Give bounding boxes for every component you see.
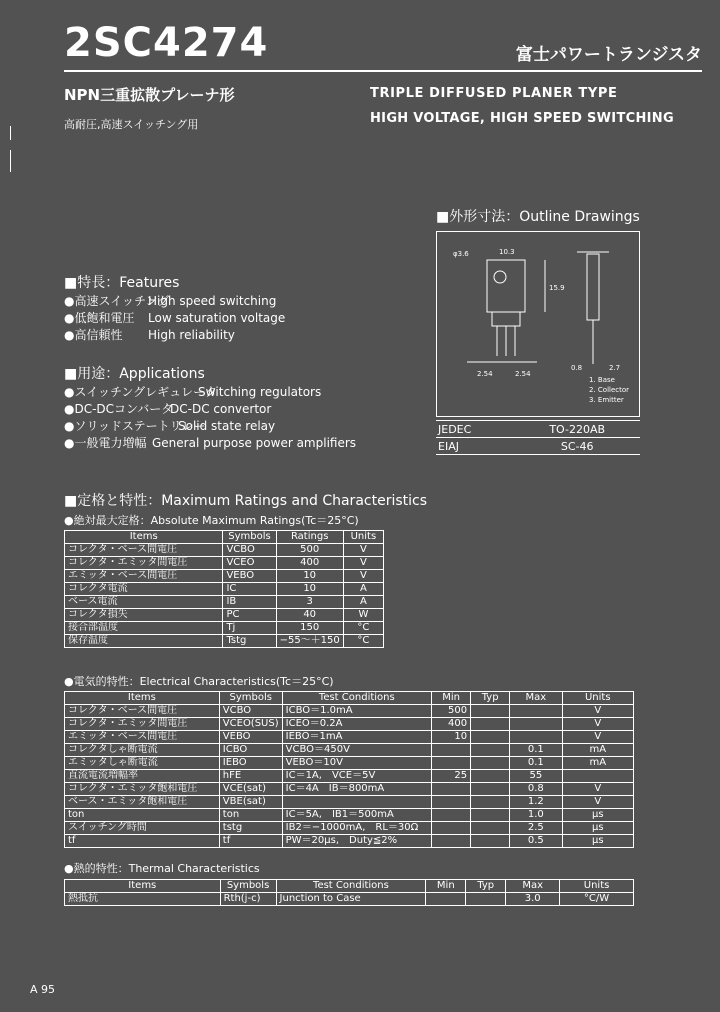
table-cell-max: [510, 705, 562, 718]
table-cell-cond: PW＝20μs, Duty≦2%: [282, 835, 431, 848]
table-cell-symbol: Tstg: [223, 635, 276, 648]
type-jp: NPN三重拡散プレーナ形: [64, 86, 235, 104]
package-table: [436, 420, 640, 455]
table-cell-symbol: ICBO: [219, 744, 282, 757]
thermal-title: ●熱的特性：Thermal Characteristics: [64, 862, 260, 875]
table-cell-symbol: IB: [223, 596, 276, 609]
dim-label: 2.54: [515, 370, 531, 378]
table-cell-symbol: hFE: [219, 770, 282, 783]
table-cell-unit: A: [343, 596, 383, 609]
table-cell-unit: V: [343, 570, 383, 583]
electrical-table: [64, 691, 634, 848]
table-cell-typ: [471, 705, 510, 718]
table-cell-typ: [471, 744, 510, 757]
table-cell-rating: 10: [276, 570, 343, 583]
table-cell-typ: [471, 822, 510, 835]
page-number: A 95: [30, 983, 56, 996]
table-cell-cond: VEBO＝10V: [282, 757, 431, 770]
table-cell-item: コレクタしゃ断電流: [65, 744, 220, 757]
table-cell-min: [432, 744, 471, 757]
use-en: HIGH VOLTAGE, HIGH SPEED SWITCHING: [370, 111, 674, 126]
table-cell-symbol: tf: [219, 835, 282, 848]
table-cell-item: コレクタ・エミッタ間電圧: [65, 718, 220, 731]
table-cell-min: [432, 796, 471, 809]
table-row: [65, 557, 384, 570]
table-cell-symbol: ton: [219, 809, 282, 822]
table-cell-symbol: VEBO: [223, 570, 276, 583]
table-cell-max: 55: [510, 770, 562, 783]
table-cell-symbol: VCEO(SUS): [219, 718, 282, 731]
table-cell-unit: μs: [562, 822, 633, 835]
dim-label: φ3.6: [453, 250, 469, 258]
applications-list: [64, 384, 356, 452]
table-cell-symbol: VCE(sat): [219, 783, 282, 796]
outline-drawing: [436, 231, 640, 417]
list-item: ●ソリッドステートリレーSolid state relay: [64, 419, 276, 433]
pin-label: 2. Collector: [589, 386, 630, 394]
table-cell-typ: [471, 796, 510, 809]
table-cell-symbol: VEBO: [219, 731, 282, 744]
table-cell-cond: IC＝1A, VCE＝5V: [282, 770, 431, 783]
margin-mark: [10, 126, 11, 140]
features-title: ■特長：Features: [64, 275, 180, 291]
list-item: ●高信頼性 High reliability: [64, 328, 235, 342]
table-row: [65, 783, 634, 796]
dim-label: 2.54: [477, 370, 493, 378]
table-cell-min: [432, 757, 471, 770]
table-cell-typ: [471, 770, 510, 783]
table-cell-cond: [282, 796, 431, 809]
table-cell-max: 2.5: [510, 822, 562, 835]
table-cell-min: 500: [432, 705, 471, 718]
table-cell-max: 0.5: [510, 835, 562, 848]
list-item: ●一般電力増幅 General purpose power amplifiers: [64, 436, 357, 450]
use-jp: 高耐圧,高速スイッチング用: [64, 118, 199, 131]
table-cell-cond: ICEO＝0.2A: [282, 718, 431, 731]
table-cell-unit: V: [343, 557, 383, 570]
table-cell-min: [432, 783, 471, 796]
table-cell-symbol: VCBO: [223, 544, 276, 557]
table-row: [65, 544, 384, 557]
abs-max-table: [64, 530, 384, 648]
table-cell-typ: [471, 731, 510, 744]
table-cell-max: 1.0: [510, 809, 562, 822]
table-cell-item: スイッチング時間: [65, 822, 220, 835]
table-cell-item: エミッタ・ベース間電圧: [65, 570, 223, 583]
table-cell-unit: V: [562, 718, 633, 731]
table-cell-unit: μs: [562, 835, 633, 848]
table-cell-max: 3.0: [506, 893, 560, 906]
dim-label: 10.3: [499, 248, 515, 256]
table-row: JEDEC TO-220AB: [436, 421, 640, 438]
table-cell-symbol: VCBO: [219, 705, 282, 718]
table-row: [65, 596, 384, 609]
table-cell-unit: mA: [562, 744, 633, 757]
table-cell-unit: V: [562, 796, 633, 809]
table-cell-min: [432, 809, 471, 822]
table-cell-rating: 400: [276, 557, 343, 570]
ratings-section-title: ■定格と特性：Maximum Ratings and Characteristics: [64, 493, 428, 509]
table-row: [65, 822, 634, 835]
table-cell-max: 0.8: [510, 783, 562, 796]
table-row: [65, 809, 634, 822]
table-cell-rating: 10: [276, 583, 343, 596]
table-cell-unit: V: [562, 705, 633, 718]
table-cell-item: コレクタ・ベース間電圧: [65, 544, 223, 557]
margin-mark: [10, 150, 11, 172]
table-cell-cond: IC＝4A IB＝800mA: [282, 783, 431, 796]
table-cell-min: [432, 822, 471, 835]
features-list: [64, 293, 285, 344]
table-cell-max: [510, 718, 562, 731]
table-row: [65, 770, 634, 783]
thermal-table: [64, 879, 634, 906]
table-cell-cond: VCBO＝450V: [282, 744, 431, 757]
table-row: [65, 757, 634, 770]
table-cell-symbol: IEBO: [219, 757, 282, 770]
table-header-row: Items Symbols Ratings Units: [65, 531, 384, 544]
table-cell-item: tf: [65, 835, 220, 848]
pin-label: 3. Emitter: [589, 396, 624, 404]
table-cell-symbol: IC: [223, 583, 276, 596]
table-cell-unit: V: [562, 731, 633, 744]
table-cell-item: 保存温度: [65, 635, 223, 648]
table-cell-unit: μs: [562, 809, 633, 822]
table-cell-item: コレクタ・ベース間電圧: [65, 705, 220, 718]
table-row: [65, 622, 384, 635]
table-row: [65, 744, 634, 757]
list-item: ●スイッチングレギュレータSwitching regulators: [64, 385, 322, 399]
table-cell-item: コレクタ・エミッタ飽和電圧: [65, 783, 220, 796]
part-number: 2SC4274: [64, 20, 269, 66]
table-cell-max: 0.1: [510, 744, 562, 757]
table-cell-item: コレクタ・エミッタ間電圧: [65, 557, 223, 570]
table-cell-unit: [562, 770, 633, 783]
table-row: [65, 731, 634, 744]
table-row: [65, 635, 384, 648]
table-row: [65, 705, 634, 718]
table-row: EIAJ SC-46: [436, 438, 640, 455]
table-cell-typ: [471, 835, 510, 848]
table-cell-typ: [471, 809, 510, 822]
type-en: TRIPLE DIFFUSED PLANER TYPE: [370, 86, 618, 101]
package-drawing: [437, 232, 639, 416]
table-cell-min: 25: [432, 770, 471, 783]
table-header-row: Items Symbols Test Conditions Min Typ Max Units: [65, 692, 634, 705]
list-item: ●DC-DCコンバータDC-DC convertor: [64, 402, 272, 416]
applications-title: ■用途：Applications: [64, 366, 205, 382]
table-cell-rating: 3: [276, 596, 343, 609]
table-cell-item: コレクタ損失: [65, 609, 223, 622]
table-cell-unit: °C/W: [560, 893, 634, 906]
table-cell-unit: W: [343, 609, 383, 622]
table-row: [65, 796, 634, 809]
table-cell-item: エミッタしゃ断電流: [65, 757, 220, 770]
table-cell-min: 400: [432, 718, 471, 731]
list-item: ●低飽和電圧 Low saturation voltage: [64, 311, 286, 325]
table-cell-item: エミッタ・ベース間電圧: [65, 731, 220, 744]
table-cell-symbol: VCEO: [223, 557, 276, 570]
table-cell-unit: A: [343, 583, 383, 596]
table-row: [65, 583, 384, 596]
table-cell-cond: Junction to Case: [276, 893, 426, 906]
table-cell-item: ベース電流: [65, 596, 223, 609]
table-cell-max: 1.2: [510, 796, 562, 809]
table-cell-rating: 40: [276, 609, 343, 622]
table-cell-max: [510, 731, 562, 744]
table-cell-symbol: VBE(sat): [219, 796, 282, 809]
dim-label: 2.7: [609, 364, 621, 372]
table-cell-typ: [471, 783, 510, 796]
table-cell-typ: [471, 718, 510, 731]
electrical-title: ●電気的特性：Electrical Characteristics(Tc＝25°C): [64, 675, 334, 688]
table-cell-cond: ICBO＝1.0mA: [282, 705, 431, 718]
list-item: ●高速スイッチングHigh speed switching: [64, 294, 277, 308]
table-row: [65, 718, 634, 731]
table-cell-symbol: tstg: [219, 822, 282, 835]
table-row: [65, 835, 634, 848]
table-cell-min: [426, 893, 466, 906]
header-rule: [64, 70, 702, 72]
table-cell-typ: [471, 757, 510, 770]
table-row: [65, 893, 634, 906]
table-cell-unit: V: [343, 544, 383, 557]
table-cell-rating: 500: [276, 544, 343, 557]
table-row: [65, 570, 384, 583]
table-cell-unit: °C: [343, 635, 383, 648]
table-cell-unit: V: [562, 783, 633, 796]
table-cell-cond: IB2＝−1000mA, RL＝30Ω: [282, 822, 431, 835]
table-cell-cond: IEBO＝1mA: [282, 731, 431, 744]
table-cell-max: 0.1: [510, 757, 562, 770]
table-cell-unit: mA: [562, 757, 633, 770]
table-cell-item: ベース・エミッタ飽和電圧: [65, 796, 220, 809]
table-cell-item: ton: [65, 809, 220, 822]
table-cell-item: 熱抵抗: [65, 893, 221, 906]
table-cell-symbol: Tj: [223, 622, 276, 635]
dim-label: 15.9: [549, 284, 565, 292]
table-cell-item: 直流電流増幅率: [65, 770, 220, 783]
table-cell-min: 10: [432, 731, 471, 744]
table-cell-symbol: PC: [223, 609, 276, 622]
table-cell-rating: 150: [276, 622, 343, 635]
table-row: [65, 609, 384, 622]
outline-title: ■外形寸法：Outline Drawings: [436, 209, 640, 225]
table-cell-item: 接合部温度: [65, 622, 223, 635]
table-cell-symbol: Rth(j-c): [220, 893, 276, 906]
table-cell-cond: IC＝5A, IB1＝500mA: [282, 809, 431, 822]
table-cell-typ: [466, 893, 506, 906]
dim-label: 0.8: [571, 364, 583, 372]
table-cell-item: コレクタ電流: [65, 583, 223, 596]
table-cell-unit: °C: [343, 622, 383, 635]
abs-max-title: ●絶対最大定格：Absolute Maximum Ratings(Tc＝25°C): [64, 514, 359, 527]
table-cell-min: [432, 835, 471, 848]
table-cell-rating: −55〜＋150: [276, 635, 343, 648]
pin-label: 1. Base: [589, 376, 615, 384]
manufacturer-label: 富士パワートランジスタ: [515, 45, 702, 65]
table-header-row: Items Symbols Test Conditions Min Typ Max Units: [65, 880, 634, 893]
